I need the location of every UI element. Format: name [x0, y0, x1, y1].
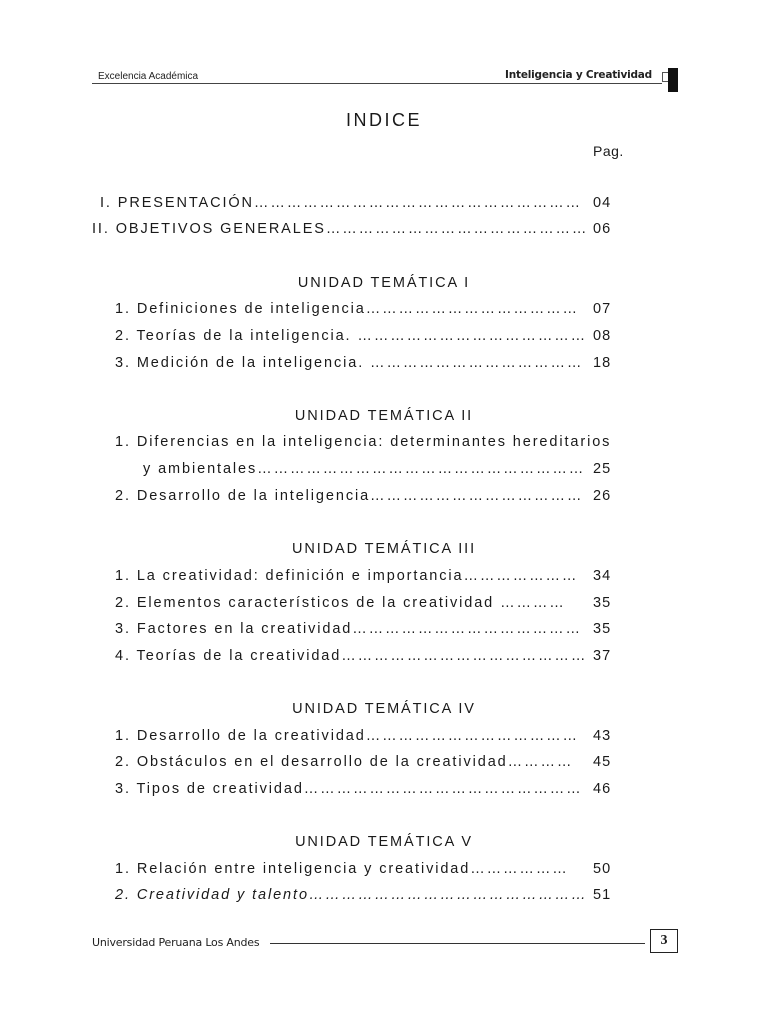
toc-entry: 2. Elementos característicos de la creatividad …………: [115, 595, 566, 611]
toc-page: 08: [593, 328, 612, 344]
toc-entry: 2. Creatividad y talento……………………………………………: [115, 887, 588, 903]
toc-page: 50: [593, 861, 612, 877]
toc-page: 35: [593, 621, 612, 637]
toc-entry-objetivos: II. OBJETIVOS GENERALES…………………………………………: [92, 221, 589, 237]
page-title: INDICE: [345, 110, 422, 130]
toc-page: 26: [593, 488, 612, 504]
toc-page: 51: [593, 887, 612, 903]
toc-entry: 2. Desarrollo de la inteligencia…………………………………: [115, 488, 584, 504]
header-left-text: Excelencia Académica: [98, 71, 199, 82]
toc-entry: 3. Factores en la creatividad……………………………………: [115, 621, 582, 637]
unit-title-1: UNIDAD TEMÁTICA I: [297, 275, 471, 291]
footer-text: Universidad Peruana Los Andes: [92, 936, 260, 949]
toc-entry: 2. Teorías de la inteligencia. ……………………………………: [115, 328, 588, 344]
toc-page: 43: [593, 728, 612, 744]
toc-entry-presentacion: I. PRESENTACIÓN……………………………………………………: [100, 195, 582, 211]
toc-page: 37: [593, 648, 612, 664]
toc-page: 34: [593, 568, 612, 584]
unit-title-2: UNIDAD TEMÁTICA II: [294, 408, 474, 424]
toc-entry: 4. Teorías de la creatividad………………………………………: [115, 648, 588, 664]
toc-entry: 1. Diferencias en la inteligencia: determinantes hereditarios: [115, 434, 612, 450]
unit-title-4: UNIDAD TEMÁTICA IV: [292, 701, 476, 717]
toc-page-presentacion: 04: [593, 195, 612, 211]
footer-rule: [270, 943, 645, 944]
footer-page-number: 3: [650, 929, 678, 953]
unit-title-5: UNIDAD TEMÁTICA V: [295, 834, 473, 850]
page-column-label: Pag.: [593, 143, 624, 159]
header-right-text: Inteligencia y Creatividad: [505, 69, 652, 81]
toc-page: 35: [593, 595, 612, 611]
toc-entry: 2. Obstáculos en el desarrollo de la creatividad…………: [115, 754, 574, 770]
toc-page: 07: [593, 301, 612, 317]
toc-entry: 1. Definiciones de inteligencia…………………………………: [115, 301, 579, 317]
toc-page: 45: [593, 754, 612, 770]
toc-entry: 1. La creatividad: definición e importancia…………………: [115, 568, 579, 584]
toc-page: 46: [593, 781, 612, 797]
header-rule: [92, 83, 662, 84]
toc-page: 25: [593, 461, 612, 477]
toc-entry: 3. Medición de la inteligencia. …………………………………: [115, 355, 584, 371]
header-bar-mark: [668, 68, 678, 92]
toc-entry: 1. Desarrollo de la creatividad…………………………………: [115, 728, 579, 744]
toc-page: 18: [593, 355, 612, 371]
toc-page-objetivos: 06: [593, 221, 612, 237]
toc-entry: 1. Relación entre inteligencia y creatividad………………: [115, 861, 569, 877]
toc-entry: 3. Tipos de creatividad……………………………………………: [115, 781, 583, 797]
unit-title-3: UNIDAD TEMÁTICA III: [291, 541, 477, 557]
toc-entry: y ambientales……………………………………………………: [143, 461, 586, 477]
